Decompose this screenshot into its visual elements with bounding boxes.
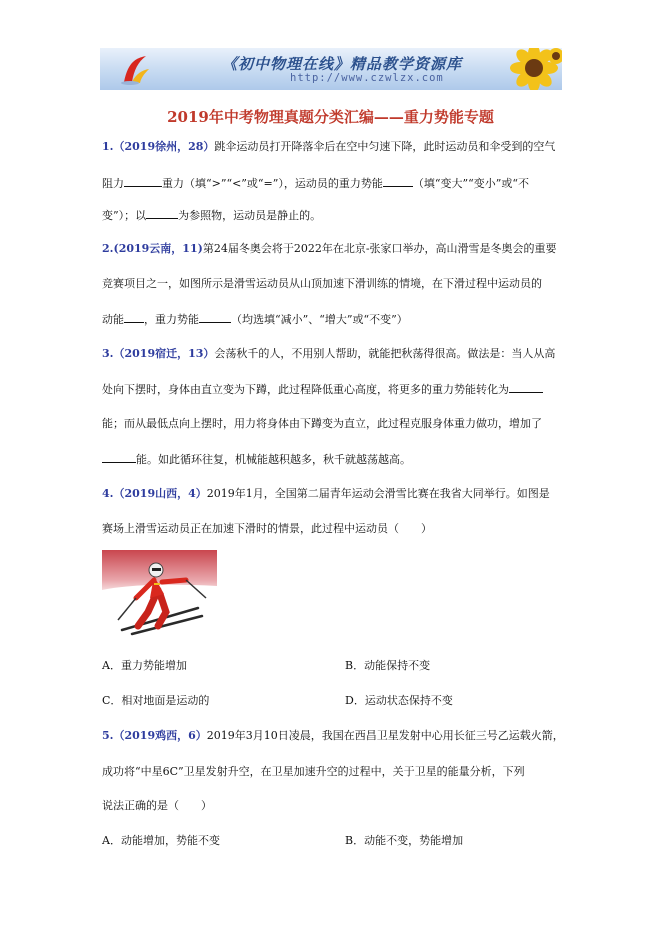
q5-option-b: B．动能不变，势能增加 <box>345 834 464 847</box>
answer-blank <box>124 175 162 187</box>
page-title: 2019年中考物理真题分类汇编——重力势能专题 <box>167 108 494 126</box>
q5-line-3: 说法正确的是（ ） <box>102 799 212 812</box>
q1-source: 1.（2019徐州，28） <box>102 140 215 153</box>
answer-blank <box>383 175 413 187</box>
answer-blank <box>509 381 543 393</box>
q5-source: 5.（2019鸡西，6） <box>102 729 207 742</box>
skier-image <box>102 550 217 636</box>
q1-line-3: 变”）；以 为参照物，运动员是静止的。 <box>102 209 322 222</box>
q4-option-d: D．运动状态保持不变 <box>345 694 453 707</box>
q4-line-1: 4.（2019山西，4）2019年1月，全国第二届青年运动会滑雪比赛在我省大同举行。如图是 <box>102 487 550 500</box>
banner-title: 《初中物理在线》精品教学资源库 <box>222 55 463 73</box>
q4-option-b: B．动能保持不变 <box>345 659 431 672</box>
q5-line-1: 5.（2019鸡西，6）2019年3月10日凌晨，我国在西昌卫星发射中心用长征三号乙运载火箭， <box>102 729 564 742</box>
q2-source: 2.(2019云南，11) <box>102 242 203 255</box>
answer-blank <box>199 311 231 323</box>
header-banner <box>100 48 562 90</box>
answer-blank <box>102 451 136 463</box>
q3-line-3: 能；而从最低点向上摆时，用力将身体由下蹲变为直立，此过程克服身体重力做功，增加了 <box>102 417 542 430</box>
q1-line-2: 阻力 重力（填“>”“<”或“=”），运动员的重力势能 （填“变大”“变小”或“不 <box>102 177 530 190</box>
q2-line-2: 竞赛项目之一，如图所示是滑雪运动员从山顶加速下滑训练的情境，在下滑过程中运动员的 <box>102 277 542 290</box>
q3-line-2: 处向下摆时，身体由直立变为下蹲，此过程降低重心高度，将更多的重力势能转化为 <box>102 381 564 397</box>
q1-line-1: 1.（2019徐州，28）跳伞运动员打开降落伞后在空中匀速下降，此时运动员和伞受到的空气 <box>102 140 556 153</box>
q3-line-1: 3.（2019宿迁，13）会荡秋千的人，不用别人帮助，就能把秋荡得很高。做法是：当人从高 <box>102 347 556 360</box>
q4-source: 4.（2019山西，4） <box>102 487 207 500</box>
q5-line-2: 成功将“中星6C”卫星发射升空，在卫星加速升空的过程中，关于卫星的能量分析，下列 <box>102 765 525 778</box>
q2-line-1: 2.(2019云南，11)第24届冬奥会将于2022年在北京-张家口举办，高山滑雪是冬奥会的重要 <box>102 242 557 255</box>
q4-option-a: A．重力势能增加 <box>102 659 187 672</box>
answer-blank <box>146 207 178 219</box>
sunflower-icon <box>472 48 562 90</box>
banner-url: http://www.czwlzx.com <box>290 72 444 84</box>
logo-icon <box>118 52 152 86</box>
q4-option-c: C．相对地面是运动的 <box>102 694 210 707</box>
q3-source: 3.（2019宿迁，13） <box>102 347 215 360</box>
answer-blank <box>124 311 144 323</box>
q4-line-2: 赛场上滑雪运动员正在加速下滑时的情景，此过程中运动员（ ） <box>102 522 432 535</box>
q2-line-3: 动能 ，重力势能 （均选填“减小”、“增大”或“不变”） <box>102 313 408 326</box>
q5-option-a: A．动能增加，势能不变 <box>102 834 220 847</box>
q3-line-4: 能。如此循环往复，机械能越积越多，秋千就越荡越高。 <box>102 451 564 467</box>
